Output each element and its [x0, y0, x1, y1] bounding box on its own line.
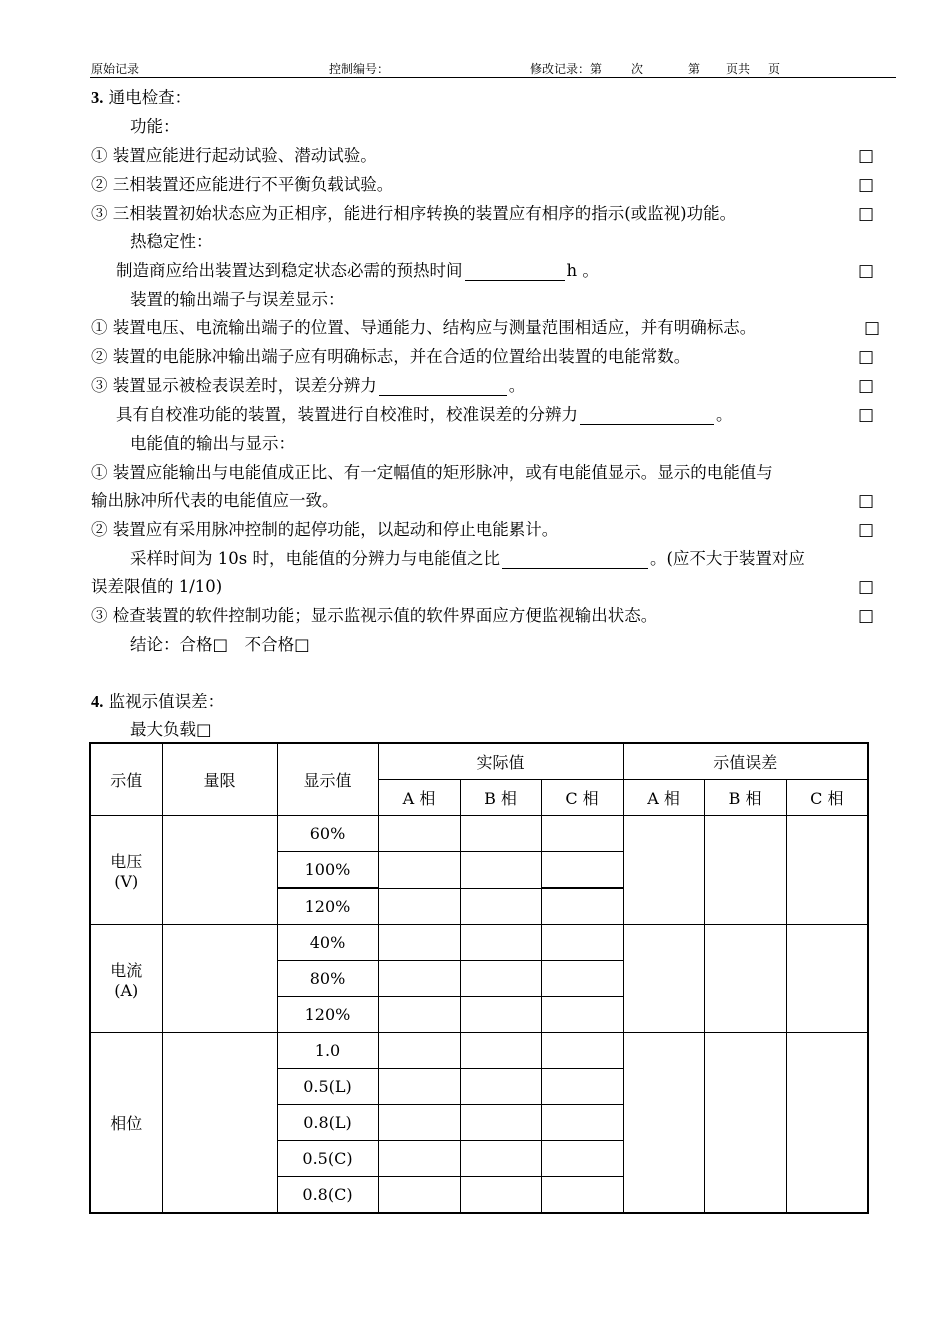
terminal-item-3 — [91, 376, 525, 396]
header-control-no: 控制编号： — [329, 62, 390, 76]
checkbox-energy-3[interactable]: □ — [858, 577, 875, 597]
actual-c-cell[interactable] — [541, 1069, 623, 1105]
calibration-resolution-field[interactable] — [580, 408, 714, 425]
actual-c-cell[interactable] — [541, 997, 623, 1033]
actual-a-cell[interactable] — [378, 1105, 460, 1141]
self-calibration-text: 具有自校准功能的装置，装置进行自校准时，校准误差的分辨力 — [116, 405, 578, 424]
section-3-title: 通电检查： — [108, 88, 192, 107]
checkbox-terminal-1[interactable]: □ — [864, 318, 881, 338]
checkbox-terminal-2[interactable]: □ — [858, 347, 875, 367]
energy-heading: 电能值的输出与显示： — [130, 434, 295, 453]
actual-c-cell[interactable] — [541, 1141, 623, 1177]
header-error-b: B 相 — [704, 780, 786, 816]
section-4-number: 4. — [91, 692, 104, 711]
header-record: 原始记录 — [91, 62, 140, 76]
thermal-text: 制造商应给出装置达到稳定状态必需的预热时间 — [116, 261, 463, 280]
software-check-item: ③ 检查装置的软件控制功能；显示监视示值的软件界面应方便监视输出状态。 — [91, 606, 658, 625]
actual-a-cell[interactable] — [378, 1069, 460, 1105]
checkbox-thermal[interactable]: □ — [858, 261, 875, 281]
terminal-item-4 — [116, 405, 733, 425]
phase-range-cell[interactable] — [162, 1033, 277, 1214]
display-value: 0.8(L) — [277, 1105, 378, 1141]
display-value: 120% — [277, 888, 378, 925]
actual-b-cell[interactable] — [460, 852, 541, 889]
header-times: 次 — [631, 62, 644, 76]
energy-item-2: ② 装置应有采用脉冲控制的起停功能，以起动和停止电能累计。 — [91, 520, 559, 539]
error-a-cell[interactable] — [623, 1033, 704, 1214]
error-b-cell[interactable] — [704, 816, 786, 925]
header-actual: 实际值 — [378, 743, 623, 780]
phase-label: 相位 — [90, 1033, 162, 1214]
actual-c-cell[interactable] — [541, 1105, 623, 1141]
display-value: 60% — [277, 816, 378, 852]
section-4-heading — [91, 692, 224, 712]
display-value: 0.8(C) — [277, 1177, 378, 1214]
error-resolution-text: ③ 装置显示被检表误差时，误差分辨力 — [91, 376, 377, 395]
section-4-title: 监视示值误差： — [108, 692, 225, 711]
error-b-cell[interactable] — [704, 925, 786, 1033]
display-value: 40% — [277, 925, 378, 961]
actual-b-cell[interactable] — [460, 997, 541, 1033]
actual-a-cell[interactable] — [378, 961, 460, 997]
actual-b-cell[interactable] — [460, 961, 541, 997]
display-value: 100% — [277, 852, 378, 889]
actual-a-cell[interactable] — [378, 816, 460, 852]
checkbox-energy-1[interactable]: □ — [858, 491, 875, 511]
actual-b-cell[interactable] — [460, 925, 541, 961]
section-3-number: 3. — [91, 88, 104, 107]
display-value: 0.5(C) — [277, 1141, 378, 1177]
sampling-text: 采样时间为 10s 时，电能值的分辨力与电能值之比 — [130, 549, 500, 568]
indication-error-table — [89, 742, 869, 1214]
current-label — [90, 925, 162, 1033]
sampling-note: 。(应不大于装置对应 — [649, 549, 805, 568]
actual-b-cell[interactable] — [460, 816, 541, 852]
energy-item-3 — [130, 549, 805, 569]
actual-b-cell[interactable] — [460, 1105, 541, 1141]
actual-c-cell[interactable] — [541, 1033, 623, 1069]
checkbox-software[interactable]: □ — [858, 606, 875, 626]
function-item-3: ③ 三相装置初始状态应为正相序，能进行相序转换的装置应有相序的指示(或监视)功能。 — [91, 204, 737, 223]
display-value: 1.0 — [277, 1033, 378, 1069]
energy-item-1-line2: 输出脉冲所代表的电能值应一致。 — [91, 491, 339, 510]
voltage-unit: (V) — [114, 872, 139, 891]
actual-a-cell[interactable] — [378, 852, 460, 889]
error-a-cell[interactable] — [623, 816, 704, 925]
error-b-cell[interactable] — [704, 1033, 786, 1214]
header-value: 示值 — [90, 743, 162, 816]
current-range-cell[interactable] — [162, 925, 277, 1033]
terminal-item-1: ① 装置电压、电流输出端子的位置、导通能力、结构应与测量范围相适应，并有明确标志。 — [91, 318, 757, 337]
table-row — [90, 1033, 868, 1069]
display-value: 0.5(L) — [277, 1069, 378, 1105]
voltage-label — [90, 816, 162, 925]
actual-a-cell[interactable] — [378, 1033, 460, 1069]
thermal-item — [116, 261, 599, 281]
actual-a-cell[interactable] — [378, 925, 460, 961]
sampling-note-line2: 误差限值的 1/10) — [91, 577, 223, 596]
error-resolution-end: 。 — [508, 376, 526, 395]
display-value: 120% — [277, 997, 378, 1033]
page-header — [90, 59, 896, 78]
energy-resolution-field[interactable] — [502, 552, 648, 569]
section-3-heading — [91, 88, 191, 108]
actual-c-cell[interactable] — [541, 816, 623, 852]
checkbox-energy-2[interactable]: □ — [858, 520, 875, 540]
thermal-unit: h 。 — [566, 261, 599, 280]
checkbox-terminal-4[interactable]: □ — [858, 405, 875, 425]
actual-a-cell[interactable] — [378, 997, 460, 1033]
actual-c-cell[interactable] — [541, 925, 623, 961]
error-c-cell[interactable] — [786, 1033, 868, 1214]
terminal-heading: 装置的输出端子与误差显示： — [130, 290, 345, 309]
actual-b-cell[interactable] — [460, 888, 541, 925]
actual-c-cell[interactable] — [541, 961, 623, 997]
actual-a-cell[interactable] — [378, 888, 460, 925]
header-error-c: C 相 — [786, 780, 868, 816]
header-page-suffix: 页 — [768, 62, 781, 76]
energy-item-1-line1: ① 装置应能输出与电能值成正比、有一定幅值的矩形脉冲，或有电能值显示。显示的电能值与 — [91, 463, 773, 482]
voltage-name: 电压 — [110, 852, 143, 871]
header-actual-b: B 相 — [460, 780, 541, 816]
actual-c-cell[interactable] — [541, 888, 623, 925]
actual-a-cell[interactable] — [378, 1141, 460, 1177]
current-name: 电流 — [110, 960, 143, 980]
header-range: 量限 — [162, 743, 277, 816]
header-error: 示值误差 — [623, 743, 868, 780]
function-item-2: ② 三相装置还应能进行不平衡负载试验。 — [91, 175, 394, 194]
actual-c-cell[interactable] — [541, 852, 623, 889]
header-error-a: A 相 — [623, 780, 704, 816]
actual-b-cell[interactable] — [460, 1177, 541, 1214]
conclusion: 结论：合格□ 不合格□ — [130, 635, 310, 654]
actual-b-cell[interactable] — [460, 1033, 541, 1069]
checkbox-function-3[interactable]: □ — [858, 204, 875, 224]
header-revision: 修改记录：第 — [530, 62, 603, 76]
thermal-heading: 热稳定性： — [130, 232, 213, 251]
voltage-range-cell[interactable] — [162, 816, 277, 925]
error-c-cell[interactable] — [786, 816, 868, 925]
header-actual-c: C 相 — [541, 780, 623, 816]
error-resolution-field[interactable] — [379, 379, 507, 396]
checkbox-terminal-3[interactable]: □ — [858, 376, 875, 396]
table-row — [90, 925, 868, 961]
header-page-mid: 页共 — [726, 62, 751, 76]
error-c-cell[interactable] — [786, 925, 868, 1033]
header-display: 显示值 — [277, 743, 378, 816]
header-page-prefix: 第 — [688, 62, 701, 76]
checkbox-function-1[interactable]: □ — [858, 146, 875, 166]
preheat-time-field[interactable] — [465, 264, 565, 281]
display-value: 80% — [277, 961, 378, 997]
function-heading: 功能： — [130, 117, 180, 136]
header-actual-a: A 相 — [378, 780, 460, 816]
checkbox-function-2[interactable]: □ — [858, 175, 875, 195]
table-row — [90, 816, 868, 852]
actual-b-cell[interactable] — [460, 1141, 541, 1177]
actual-b-cell[interactable] — [460, 1069, 541, 1105]
terminal-item-2: ② 装置的电能脉冲输出端子应有明确标志，并在合适的位置给出装置的电能常数。 — [91, 347, 691, 366]
max-load-label: 最大负载□ — [130, 720, 212, 739]
current-unit: (A) — [114, 980, 139, 1000]
function-item-1: ① 装置应能进行起动试验、潜动试验。 — [91, 146, 377, 165]
actual-c-cell[interactable] — [541, 1177, 623, 1214]
error-a-cell[interactable] — [623, 925, 704, 1033]
self-calibration-end: 。 — [716, 405, 733, 424]
actual-a-cell[interactable] — [378, 1177, 460, 1214]
